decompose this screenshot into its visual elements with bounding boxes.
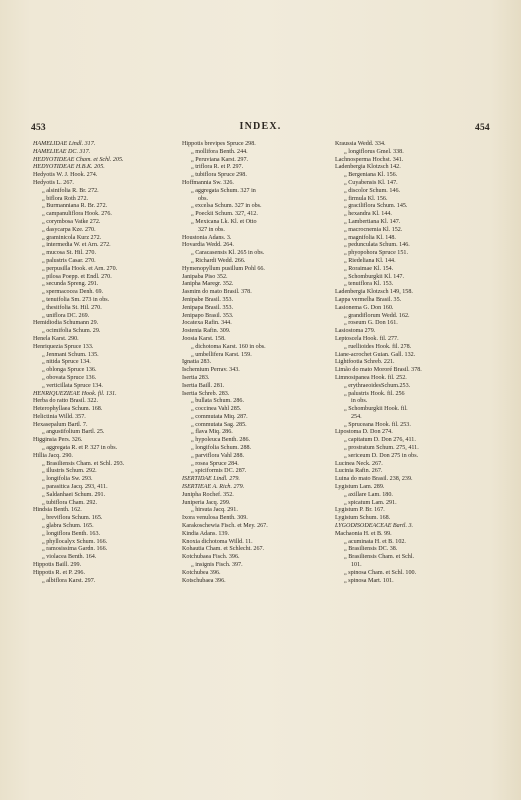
index-entry: „ Peruviana Karst. 297. — [191, 156, 249, 163]
index-entry: Ladenbergia Klotzsch 142. — [335, 164, 401, 171]
index-entry: „ angustifolium Bartl. 25. — [42, 429, 105, 436]
index-entry: „ Bergeniana Kl. 156. — [344, 172, 398, 179]
index-entry: „ parviflora Vahl 288. — [191, 452, 245, 459]
index-entry: Hexasepalum Bartl. 7. — [33, 421, 88, 428]
index-entry: Lasiostoma 279. — [335, 328, 376, 335]
index-entry: „ parasitica Jacq. 293, 411. — [42, 484, 108, 491]
index-entry: „ verticillata Spruce 134. — [42, 382, 103, 389]
index-entry: „ insignis Fisch. 397. — [191, 562, 243, 569]
index-entry: „ excelsa Schum. 327 in obs. — [191, 203, 262, 210]
index-entry: „ graminicola Kurz 272. — [42, 234, 102, 241]
index-entry: Jenipapa Brasil. 353. — [182, 304, 234, 311]
index-entry: Kindia Adans. 139. — [182, 530, 230, 537]
index-entry: „ Jenmani Schum. 135. — [42, 351, 99, 358]
index-entry: „ tubiflora Spruce 298. — [191, 172, 247, 179]
index-entry: Heterophyllaea Schum. 168. — [33, 406, 103, 413]
index-entry: „ Schomburgkii Kl. 147. — [344, 273, 404, 280]
index-entry: „ nitida Spruce 134. — [42, 359, 91, 366]
index-entry: Knoxia dichotoma Willd. 11. — [182, 538, 253, 545]
index-entry: „ hexandra Kl. 144. — [344, 211, 392, 218]
index-entry: Lightfootia Schreb. 221. — [335, 359, 395, 366]
index-entry: HAMELIDAE Lindl. 317. — [33, 141, 96, 147]
index-entry: „ albiflora Karst. 297. — [42, 577, 96, 584]
index-entry: Joosia Karst. 158. — [182, 335, 226, 342]
index-entry: „ bullata Schum. 286. — [191, 398, 244, 405]
index-entry: „ obovata Spruce 136. — [42, 374, 97, 381]
index-entry: Karakoschewia Fisch. et Mey. 267. — [182, 523, 268, 530]
index-entry: Hindsia Benth. 162. — [33, 507, 82, 514]
index-entry: „ Spruceana Hook. fil. 253. — [344, 421, 411, 428]
index-entry: Kotschubaea 396. — [182, 577, 226, 584]
index-entry: Hippotis brevipes Spruce 298. — [182, 141, 256, 147]
index-entry: HENRIQUEZIEAE Hook. fil. 131. — [33, 390, 117, 397]
index-entry: Juniperia Jacq. 299. — [182, 499, 231, 506]
index-entry: 254. — [351, 413, 362, 420]
index-entry: „ glabra Schum. 165. — [42, 523, 94, 530]
index-entry: „ Caracasensis Kl. 265 in obs. — [191, 250, 265, 257]
index-entry: „ rosea Spruce 284. — [191, 460, 239, 467]
index-entry: „ macrocnemia Kl. 152. — [344, 226, 403, 233]
index-entry: „ longiflorus Gmel. 338. — [344, 148, 404, 155]
index-entry: „ aggregata R. et P. 327 in obs. — [42, 445, 118, 452]
index-entry: Lasionema G. Don 160. — [335, 304, 394, 311]
index-entry: Helictinia Willd. 357. — [33, 413, 86, 420]
index-entry: Hedyotis W. J. Hook. 274. — [33, 172, 98, 179]
index-entry: „ Riedeliana Kl. 144. — [344, 257, 396, 264]
index-entry: „ axillare Lam. 180. — [344, 491, 393, 498]
index-entry: „ roseum G. Don 161. — [344, 320, 398, 327]
index-entry: Lygistum Schum. 168. — [335, 515, 391, 522]
index-entry: „ pedunculata Schum. 146. — [344, 242, 410, 249]
index-entry: „ ramosissima Gardn. 166. — [42, 546, 108, 553]
index-entry: „ Poeckii Schum. 327, 412. — [191, 211, 258, 218]
index-entry: „ dichotoma Karst. 160 in obs. — [191, 343, 266, 350]
index-entry: Hoffmannia Sw. 326. — [182, 179, 234, 186]
index-entry: Ixora venulosa Benth. 309. — [182, 515, 248, 522]
index-entry: „ dasycarpa Kze. 270. — [42, 226, 96, 233]
index-entry: „ acuminata H. et B. 102. — [344, 538, 406, 545]
index-entry: Ladenbergia Klotzsch 149, 158. — [335, 289, 413, 296]
index-column-2 — [182, 141, 337, 585]
index-entry: „ tubiflora Cham. 292. — [42, 499, 98, 506]
index-entry: „ palustris Casar. 270. — [42, 257, 96, 264]
index-entry: Jostenia Rafin. 309. — [182, 328, 231, 335]
index-entry: Jenipabe Brasil. 353. — [182, 296, 234, 303]
index-entry: „ uniflora DC. 269. — [42, 312, 90, 319]
index-entry: „ spinosa Mart. 101. — [344, 577, 394, 584]
index-entry: „ longifolia Sw. 293. — [42, 476, 93, 483]
index-entry: „ intermedia W. et Arn. 272. — [42, 242, 111, 249]
index-entry: „ spermacocea Denh. 69. — [42, 289, 104, 296]
index-entry: „ pilosa Poepp. et Endl. 270. — [42, 273, 112, 280]
index-entry: „ mollifora Benth. 244. — [191, 148, 248, 155]
index-entry: „ oblonga Spruce 136. — [42, 367, 97, 374]
index-entry: Herba do ratto Brasil. 322. — [33, 398, 98, 405]
index-entry: 327 in obs. — [198, 226, 225, 233]
index-entry: „ ruellioides Hook. fil. 278. — [344, 343, 412, 350]
index-entry: LYGODISODEACEAE Bartl. 3. — [335, 523, 414, 530]
index-entry: „ violacea Benth. 164. — [42, 554, 97, 561]
index-entry: Luina do mato Brasil. 238, 239. — [335, 476, 413, 483]
index-entry: Junipha Rochef. 352. — [182, 491, 234, 498]
index-entry: Lachnosperma Hochst. 341. — [335, 156, 404, 163]
index-entry: „ Lambertiana Kl. 147. — [344, 218, 401, 225]
index-entry: „ phyllocalyx Schum. 166. — [42, 538, 108, 545]
left-page-number: 453 — [31, 123, 46, 133]
index-entry: „ spicatum Lam. 291. — [344, 499, 397, 506]
index-entry: „ capitatum D. Don 276, 411. — [344, 437, 416, 444]
index-entry: „ Saldanhaei Schum. 291. — [42, 491, 106, 498]
index-entry: „ Brasiliensis Cham. et Schl. — [344, 554, 415, 561]
index-entry: Hillia Jacq. 290. — [33, 452, 73, 459]
index-entry: Leptoscela Hook. fil. 277. — [335, 335, 399, 342]
index-entry: „ biflora Roth 272. — [42, 195, 89, 202]
index-entry: „ perpusilla Hook. et Arn. 270. — [42, 265, 118, 272]
index-entry: „ Roraimae Kl. 154. — [344, 265, 394, 272]
index-entry: „ graciliflora Schum. 145. — [344, 203, 408, 210]
index-entry: HEDYOTIDEAE H.B.K. 205. — [33, 164, 105, 171]
index-entry: „ palustris Hook. fil. 256 — [344, 390, 405, 397]
right-page-number: 454 — [475, 123, 490, 133]
index-entry: Limão do mato Mororé Brasil. 378. — [335, 367, 422, 374]
index-entry: Hippotis R. et P. 296. — [33, 569, 85, 576]
index-entry: „ aggregata Schum. 327 in — [191, 187, 256, 194]
index-entry: Ignatia 283. — [182, 359, 212, 366]
index-entry: Isertia 283. — [182, 374, 210, 381]
index-entry: „ firmula Kl. 156. — [344, 195, 388, 202]
index-entry: „ tenuiflora Kl. 153. — [344, 281, 394, 288]
index-entry: Liane-acrochet Guian. Gall. 132. — [335, 351, 416, 358]
index-entry: „ umbellifera Karst. 159. — [191, 351, 252, 358]
index-entry: ISERTIEAE A. Rich. 279. — [182, 484, 245, 491]
index-entry: „ corymbosa Vatke 272. — [42, 218, 101, 225]
index-entry: in obs. — [351, 398, 368, 405]
index-entry: „ sericeum D. Don 275 in obs. — [344, 452, 419, 459]
index-entry: Janipha Maregr. 352. — [182, 281, 234, 288]
index-entry: Lygistum Lam. 289. — [335, 484, 385, 491]
index-entry: Kotchubaea Fisch. 396. — [182, 554, 240, 561]
index-entry: „ Brasiliensis DC. 38. — [344, 546, 398, 553]
index-entry: „ Schomburgkii Hook. fil. — [344, 406, 408, 413]
index-entry: „ commutata Sag. 285. — [191, 421, 247, 428]
index-entry: ISERTIDAE Lindl. 279. — [182, 476, 240, 483]
index-entry: „ Brasiliensis Cham. et Schl. 293. — [42, 460, 125, 467]
index-entry: Lucinia Rafin. 267. — [335, 468, 383, 475]
index-entry: „ magnifolia Kl. 148. — [344, 234, 396, 241]
index-entry: „ alsinifolia R. Br. 272. — [42, 187, 99, 194]
index-entry: „ Richardi Wedd. 266. — [191, 257, 246, 264]
index-entry: „ coccinea Vahl 285. — [191, 406, 242, 413]
index-entry: „ longiflora Benth. 163. — [42, 530, 101, 537]
index-entry: Hemidiodia Schumann 29. — [33, 320, 99, 327]
index-entry: Lappa vermelha Brasil. 35. — [335, 296, 402, 303]
index-entry: „ erythraeoidesSchum.253. — [344, 382, 411, 389]
index-entry: Kotchubea 396. — [182, 569, 221, 576]
index-entry: Higginsia Pers. 326. — [33, 437, 83, 444]
index-entry: „ thesiifolia St. Hil. 270. — [42, 304, 102, 311]
index-entry: Hovardia Wedd. 264. — [182, 242, 234, 249]
index-entry: Houstonia Adans. 3. — [182, 234, 232, 241]
index-entry: „ campanuliflora Hook. 276. — [42, 211, 112, 218]
index-entry: „ Burmanniana R. Br. 272. — [42, 203, 108, 210]
index-entry: Lucinea Neck. 267. — [335, 460, 383, 467]
index-entry: Lipostoma D. Don 274. — [335, 429, 393, 436]
index-column-3 — [335, 141, 490, 585]
index-entry: „ secunda Spreng. 291. — [42, 281, 99, 288]
index-entry: Machaonia H. et B. 99. — [335, 530, 392, 537]
index-entry: Lygistum P. Br. 167. — [335, 507, 385, 514]
index-entry: Jasmim do mato Brasil. 378. — [182, 289, 252, 296]
index-entry: „ hypoleuca Benth. 286. — [191, 437, 251, 444]
index-column-1 — [33, 141, 188, 585]
index-entry: Hymenopyllum pusillum Pohl 66. — [182, 265, 265, 272]
index-entry: Isertia Baill. 281. — [182, 382, 225, 389]
index-entry: Henriquezia Spruce 133. — [33, 343, 94, 350]
index-entry: Janipaba Piso 352. — [182, 273, 228, 280]
index-entry: HAMELIEAE DC. 317. — [33, 148, 91, 155]
index-entry: Jenipapo Brasil. 353. — [182, 312, 234, 319]
index-entry: „ breviflora Schum. 165. — [42, 515, 103, 522]
index-entry: „ longifolia Schum. 288. — [191, 445, 252, 452]
index-entry: Limnosipanea Hook. fil. 252. — [335, 374, 407, 381]
index-entry: „ spinosa Cham. et Schl. 100. — [344, 569, 417, 576]
index-entry: „ phyopohora Spruce 151. — [344, 250, 408, 257]
index-entry: HEDYOTIDEAE Cham. et Schl. 205. — [33, 156, 124, 163]
index-entry: „ illustris Schum. 292. — [42, 468, 97, 475]
index-entry: „ triflora R. et P. 297. — [191, 164, 244, 171]
index-entry: „ spiciformis DC. 287. — [191, 468, 247, 475]
index-entry: Isertia Schreb. 283. — [182, 390, 230, 397]
index-entry: Kraussia Wedd. 334. — [335, 141, 386, 147]
index-entry: „ grandiflorum Wedd. 162. — [344, 312, 410, 319]
index-entry: „ ocimifolia Schum. 29. — [42, 328, 101, 335]
page-title: INDEX. — [239, 121, 282, 132]
index-entry: „ mucosa St. Hil. 270. — [42, 250, 96, 257]
index-entry: „ Cuyabensis Kl. 147. — [344, 179, 398, 186]
index-entry: Ischemium Perrav. 343. — [182, 367, 240, 374]
index-entry: „ flava Miq. 286. — [191, 429, 233, 436]
index-entry: 101. — [351, 562, 362, 569]
index-entry: Jocatexa Rafin. 344. — [182, 320, 232, 327]
index-entry: „ discolor Schum. 146. — [344, 187, 401, 194]
index-entry: „ commutata Miq. 287. — [191, 413, 248, 420]
index-entry: „ tenuifolia Sm. 273 in obs. — [42, 296, 110, 303]
index-entry: Henela Karst. 290. — [33, 335, 79, 342]
index-entry: Hedyotis L. 267. — [33, 179, 74, 186]
index-entry: „ prostratum Schum. 275, 411. — [344, 445, 419, 452]
index-entry: „ Mexicana Lk. Kl. et Otto — [191, 218, 257, 225]
index-entry: Kohautia Cham. et Schlecht. 267. — [182, 546, 265, 553]
index-entry: „ hirsuta Jacq. 291. — [191, 507, 238, 514]
index-entry: Hippotis Baill. 299. — [33, 562, 82, 569]
index-entry: obs. — [198, 195, 208, 202]
